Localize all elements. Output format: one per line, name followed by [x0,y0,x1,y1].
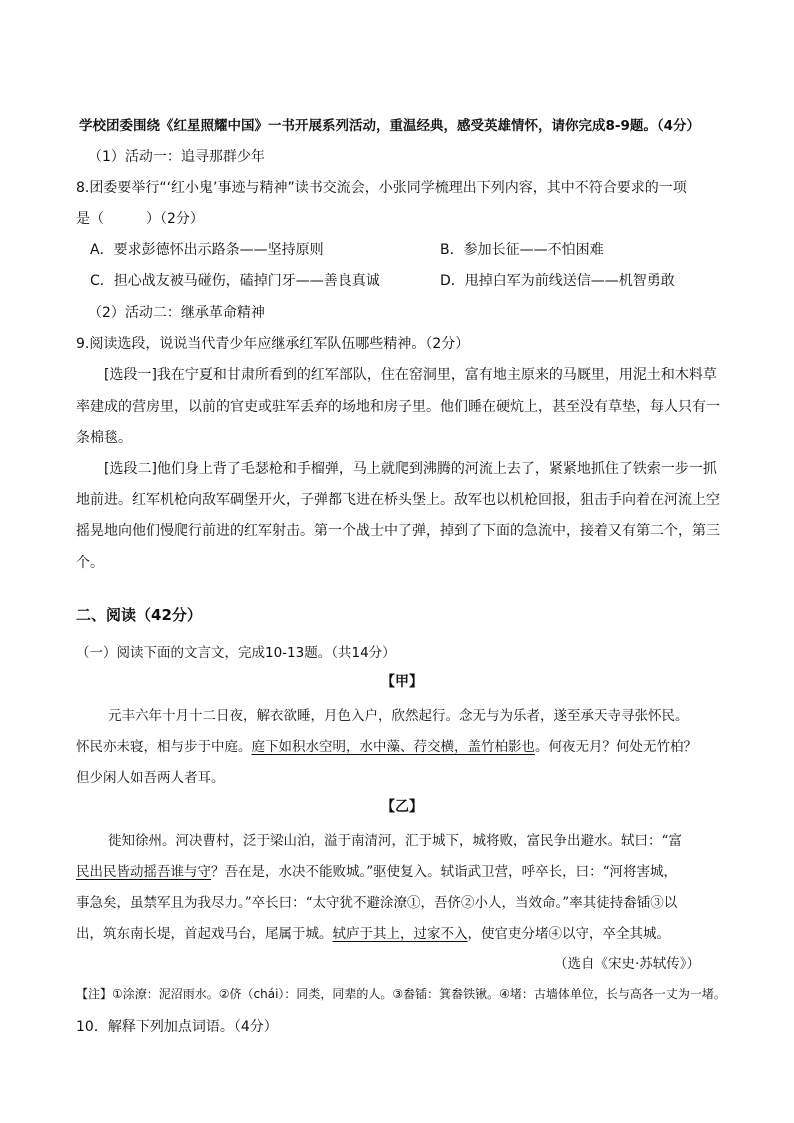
activity-two: （2）活动二：继承革命精神 [88,305,265,321]
option-d: D．甩掉白军为前线送信——机智勇敢 [440,273,675,289]
passage-yi-heading: 【乙】 [381,799,423,815]
question-8-stem: 8.团委要举行“‘红小鬼’事迹与精神”读书交流会，小张同学梳理出下列内容，其中不符合要求的一项 [76,180,687,196]
underlined-sentence: 庭下如积水空明，水中藻、荇交横，盖竹柏影也 [251,739,535,755]
excerpt-two-line: 摇晃地向他们慢爬行前进的红军射击。第一个战士中了弹，掉到了下面的急流中，接着又有第二个，第三 [76,523,720,539]
passage-yi-line: 事急矣，虽禁军且为我尽力。”卒长曰：“太守犹不避涂潦①，吾侪②小人，当效命。”率其徒持畚锸③以 [76,895,678,911]
passage-jia-line: 怀民亦未寝，相与步于中庭。庭下如积水空明，水中藻、荇交横，盖竹柏影也。何夜无月？何处无竹柏？ [76,739,697,755]
annotation-note: 【注】①涂潦：泥沼雨水。②侪（chái）：同类，同辈的人。③畚锸：箕畚铁锹。④堵：古墙体单位，长与高各一丈为一堵。 [76,987,726,1001]
question-9-stem: 9.阅读选段，说说当代青少年应继承红军队伍哪些精神。（2分） [76,336,470,352]
excerpt-two-line: 地前进。红军机枪向敌军碉堡开火，子弹都飞进在桥头堡上。敌军也以机枪回报，狙击手向着在河流上空 [76,492,720,508]
excerpt-two-line: [选段二]他们身上背了毛瑟枪和手榴弹，马上就爬到沸腾的河流上去了，紧紧地抓住了铁索一步一抓 [104,461,717,477]
activity-one: （1）活动一：追寻那群少年 [88,149,265,165]
part-instruction: （一）阅读下面的文言文，完成10-13题。（共14分） [76,645,396,661]
underlined-sentence: 民出民皆动摇吾谁与守 [76,864,211,880]
excerpt-two-line: 个。 [76,555,104,571]
excerpt-one-line: 率建成的营房里，以前的官吏或驻军丢弃的场地和房子里。他们睡在硬炕上，甚至没有草垫，每人只有一 [76,399,720,415]
excerpt-one-line: 条棉毯。 [76,430,132,446]
option-b: B．参加长征——不怕困难 [440,242,604,258]
underlined-sentence: 轼庐于其上，过家不入 [332,926,468,942]
option-c: C．担心战友被马碰伤，磕掉门牙——善良真诚 [90,273,380,289]
passage-yi-line: 徙知徐州。河决曹村，泛于梁山泊，溢于南清河，汇于城下，城将败，富民争出避水。轼曰：“富 [108,833,682,849]
intro-text: 学校团委围绕《红星照耀中国》一书开展系列活动，重温经典，感受英雄情怀，请你完成8-9题。（4分） [79,118,701,134]
question-10-stem: 10．解释下列加点词语。（4分） [76,1019,278,1035]
option-a: A．要求彭德怀出示路条——坚持原则 [90,242,324,258]
passage-yi-line: 民出民皆动摇吾谁与守？吾在是，水决不能败城。”驱使复入。轼诣武卫营，呼卒长，曰：“河将害城， [76,864,678,880]
question-8-stem-end: 是（ ）（2分） [76,211,204,227]
passage-source: （选自《宋史·苏轼传》） [554,956,701,972]
passage-yi-line: 出，筑东南长堤，首起戏马台，尾属于城。轼庐于其上，过家不入，使官吏分堵④以守，卒全其城。 [76,926,670,942]
section-title: 二、阅读（42分） [76,606,202,624]
passage-jia-line: 但少闲人如吾两人者耳。 [76,770,225,786]
passage-jia-heading: 【甲】 [381,674,423,690]
excerpt-one-line: [选段一]我在宁夏和甘肃所看到的红军部队，住在窑洞里，富有地主原来的马厩里，用泥土和木料草 [104,367,717,383]
passage-jia-line: 元丰六年十月十二日夜，解衣欲睡，月色入户，欣然起行。念无与为乐者，遂至承天寺寻张怀民。 [108,708,689,724]
